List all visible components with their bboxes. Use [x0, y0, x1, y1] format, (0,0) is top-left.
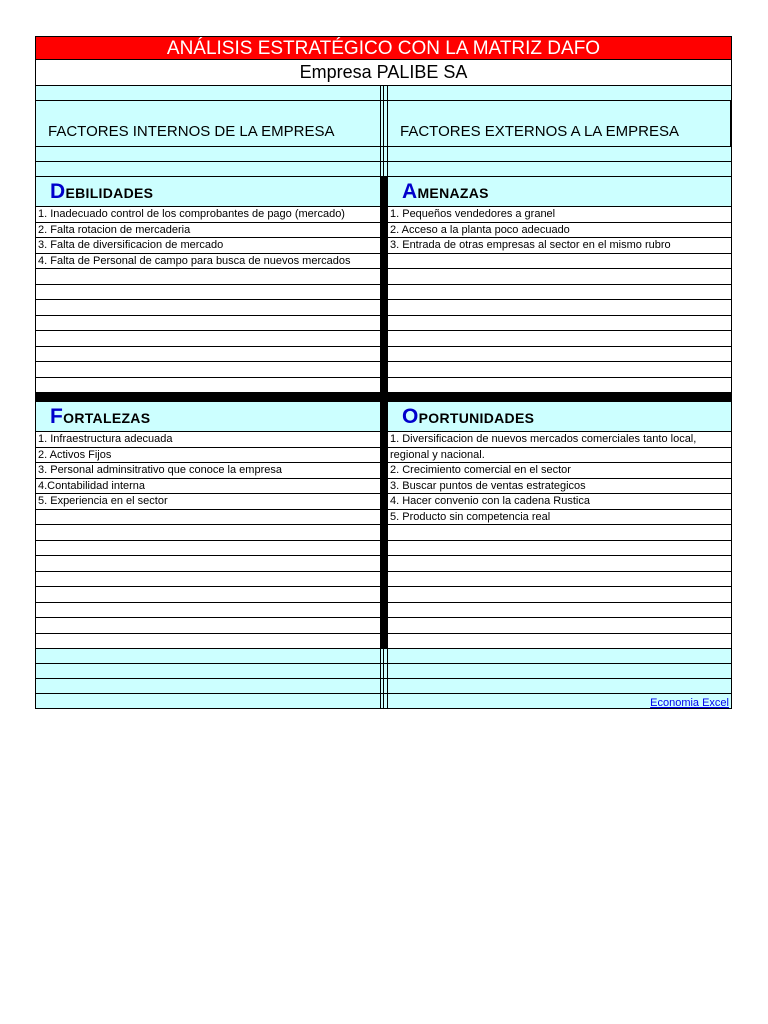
external-factors-header: FACTORES EXTERNOS A LA EMPRESA: [387, 101, 732, 147]
fortalezas-item: [35, 587, 380, 603]
table-row: [35, 448, 732, 464]
fortalezas-item: [35, 541, 380, 557]
oportunidades-item: [387, 634, 732, 650]
oportunidades-item: [387, 541, 732, 557]
table-row: [35, 494, 732, 510]
debilidades-item: 1. Inadecuado control de los comprobantes de pago (mercado): [35, 207, 380, 223]
debilidades-item: [35, 362, 380, 378]
table-row: [35, 223, 732, 239]
oportunidades-item: 2. Crecimiento comercial en el sector: [387, 463, 732, 479]
table-row: [35, 362, 732, 378]
fortalezas-item: [35, 603, 380, 619]
table-row: [35, 254, 732, 270]
table-row: [35, 331, 732, 347]
fortalezas-item: [35, 556, 380, 572]
amenazas-item: 2. Acceso a la planta poco adecuado: [387, 223, 732, 239]
table-row: [35, 587, 732, 603]
debilidades-item: [35, 347, 380, 363]
internal-factors-header: FACTORES INTERNOS DE LA EMPRESA: [35, 101, 380, 147]
company-name: Empresa PALIBE SA: [35, 60, 732, 86]
table-row: [35, 432, 732, 448]
table-row: [35, 300, 732, 316]
debilidades-item: 4. Falta de Personal de campo para busca de nuevos mercados: [35, 254, 380, 270]
debilidades-item: [35, 300, 380, 316]
amenazas-heading: AMENAZAS: [387, 177, 732, 207]
economia-excel-link[interactable]: Economia Excel: [650, 697, 729, 709]
amenazas-item: [387, 300, 732, 316]
fortalezas-item: [35, 634, 380, 650]
debilidades-item: [35, 285, 380, 301]
spacer-row: [35, 86, 732, 101]
factors-header-row: [35, 101, 732, 147]
table-row: [35, 347, 732, 363]
oportunidades-item: 4. Hacer convenio con la cadena Rustica: [387, 494, 732, 510]
debilidades-item: 2. Falta rotacion de mercaderia: [35, 223, 380, 239]
fortalezas-item: 5. Experiencia en el sector: [35, 494, 380, 510]
table-row: [35, 618, 732, 634]
section-header-row-top: [35, 177, 732, 207]
table-row: [35, 378, 732, 394]
amenazas-item: [387, 285, 732, 301]
fortalezas-item: [35, 618, 380, 634]
debilidades-item: [35, 378, 380, 394]
oportunidades-item: [387, 603, 732, 619]
amenazas-item: [387, 331, 732, 347]
quadrant-separator: [35, 393, 732, 402]
spacer-row: [35, 162, 732, 177]
oportunidades-item: [387, 587, 732, 603]
oportunidades-item: 5. Producto sin competencia real: [387, 510, 732, 526]
spacer-row: [35, 147, 732, 162]
table-row: [35, 207, 732, 223]
table-row: [35, 556, 732, 572]
oportunidades-item: [387, 556, 732, 572]
debilidades-heading: DEBILIDADES: [35, 177, 380, 207]
debilidades-item: [35, 331, 380, 347]
fortalezas-item: [35, 525, 380, 541]
fortalezas-item: 2. Activos Fijos: [35, 448, 380, 464]
oportunidades-item: [387, 618, 732, 634]
amenazas-item: 3. Entrada de otras empresas al sector en el mismo rubro: [387, 238, 732, 254]
spacer-row: [35, 649, 732, 664]
table-row: [35, 463, 732, 479]
amenazas-item: 1. Pequeños vendedores a granel: [387, 207, 732, 223]
oportunidades-item: 3. Buscar puntos de ventas estrategicos: [387, 479, 732, 495]
amenazas-item: [387, 269, 732, 285]
table-row: [35, 510, 732, 526]
table-row: [35, 316, 732, 332]
table-row: [35, 603, 732, 619]
debilidades-item: 3. Falta de diversificacion de mercado: [35, 238, 380, 254]
amenazas-item: [387, 347, 732, 363]
fortalezas-item: 1. Infraestructura adecuada: [35, 432, 380, 448]
sheet-title: ANÁLISIS ESTRATÉGICO CON LA MATRIZ DAFO: [35, 36, 732, 60]
amenazas-item: [387, 316, 732, 332]
table-row: [35, 541, 732, 557]
oportunidades-item: [387, 572, 732, 588]
spacer-row: [35, 679, 732, 694]
fortalezas-item: 4.Contabilidad interna: [35, 479, 380, 495]
oportunidades-item: regional y nacional.: [387, 448, 732, 464]
fortalezas-item: 3. Personal adminsitrativo que conoce la empresa: [35, 463, 380, 479]
table-row: [35, 269, 732, 285]
bottom-items-block: [35, 432, 732, 649]
footer-row: [35, 694, 732, 709]
fortalezas-item: [35, 572, 380, 588]
table-row: [35, 479, 732, 495]
debilidades-item: [35, 316, 380, 332]
oportunidades-heading: OPORTUNIDADES: [387, 402, 732, 432]
debilidades-item: [35, 269, 380, 285]
amenazas-item: [387, 378, 732, 394]
amenazas-item: [387, 254, 732, 270]
oportunidades-item: [387, 525, 732, 541]
dafo-sheet: [35, 36, 732, 709]
fortalezas-heading: FORTALEZAS: [35, 402, 380, 432]
section-header-row-bottom: [35, 402, 732, 432]
top-items-block: [35, 207, 732, 393]
oportunidades-item: 1. Diversificacion de nuevos mercados comerciales tanto local,: [387, 432, 732, 448]
fortalezas-item: [35, 510, 380, 526]
spacer-row: [35, 664, 732, 679]
table-row: [35, 634, 732, 650]
table-row: [35, 238, 732, 254]
table-row: [35, 525, 732, 541]
table-row: [35, 285, 732, 301]
amenazas-item: [387, 362, 732, 378]
table-row: [35, 572, 732, 588]
